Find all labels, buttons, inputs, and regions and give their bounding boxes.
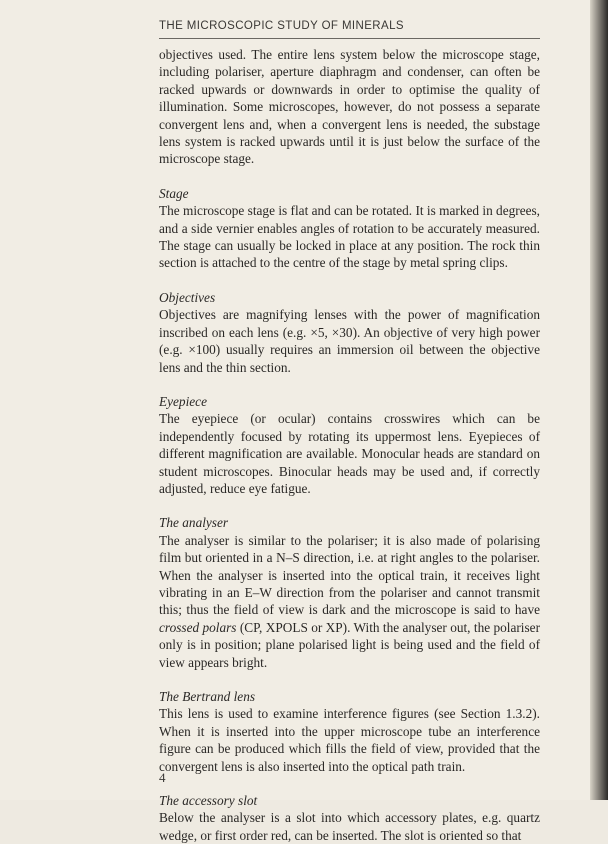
emphasised-term: crossed polars (159, 619, 237, 635)
page-number: 4 (159, 770, 166, 785)
section-eyepiece (159, 393, 540, 497)
section-heading: Eyepiece (159, 393, 207, 409)
section-paragraph: Objectives are magnifying lenses with the power of magnification inscribed on each lens (e.g. ×5, ×30). An objective of very high power (e.g. ×100) usually requires an immersion oil between the objective lens and the thin section. (159, 307, 540, 375)
section-objectives (159, 289, 540, 376)
section-paragraph: Below the analyser is a slot into which accessory plates, e.g. quartz wedge, or first order red, can be inserted. The slot is oriented so that (159, 810, 540, 843)
section-paragraph: The eyepiece (or ocular) contains crosswires which can be independently focused by rotating its uppermost lens. Eyepieces of different magnification are available. Monocular heads are standard on student microscopes. Binocular heads may be used and, if correctly adjusted, reduce eye fatigue. (159, 411, 540, 496)
section-heading: Objectives (159, 289, 216, 305)
section-heading: The accessory slot (159, 793, 258, 809)
text-run: (CP, XPOLS or XP). With the analyser out, the polariser only is in position; plane polarised light is being used and the field of view appears bright. (159, 619, 540, 670)
section-bertrand-lens (159, 688, 540, 775)
body-text (159, 46, 540, 844)
section-stage (159, 185, 540, 272)
running-head: THE MICROSCOPIC STUDY OF MINERALS (159, 20, 404, 32)
section-paragraph: The microscope stage is flat and can be rotated. It is marked in degrees, and a side vernier enables angles of rotation to be accurately measured. The stage can usually be locked in place at any position. The rock thin section is attached to the centre of the stage by metal spring clips. (159, 203, 540, 271)
intro-paragraph: objectives used. The entire lens system below the microscope stage, including polariser, aperture diaphragm and condenser, can often be racked upwards or downwards in order to optimise the quality of illumination. Some microscopes, however, do not possess a separate convergent lens and, when a convergent lens is needed, the substage lens system is racked upwards until it is just below the surface of the microscope stage. (159, 47, 540, 167)
section-paragraph (159, 532, 540, 671)
section-heading: The Bertrand lens (159, 689, 256, 704)
section-heading: The analyser (159, 515, 229, 531)
text-run: The analyser is similar to the polariser; it is also made of polarising film but oriented in a N–S direction, i.e. at right angles to the polariser. When the analyser is inserted into the optical train, it receives light vibrating in an E–W direction from the polariser and cannot transmit this; thus the field of view is dark and the microscope is said to have (159, 532, 540, 618)
header-rule (159, 38, 540, 39)
section-paragraph: This lens is used to examine interference figures (see Section 1.3.2). When it is inserted into the upper microscope tube an interference figure can be produced which fills the field of view, provided that the convergent lens is also inserted into the optical path train. (159, 706, 540, 774)
section-analyser (159, 514, 540, 671)
section-heading: Stage (159, 185, 189, 201)
page-edge-shadow (590, 0, 608, 800)
